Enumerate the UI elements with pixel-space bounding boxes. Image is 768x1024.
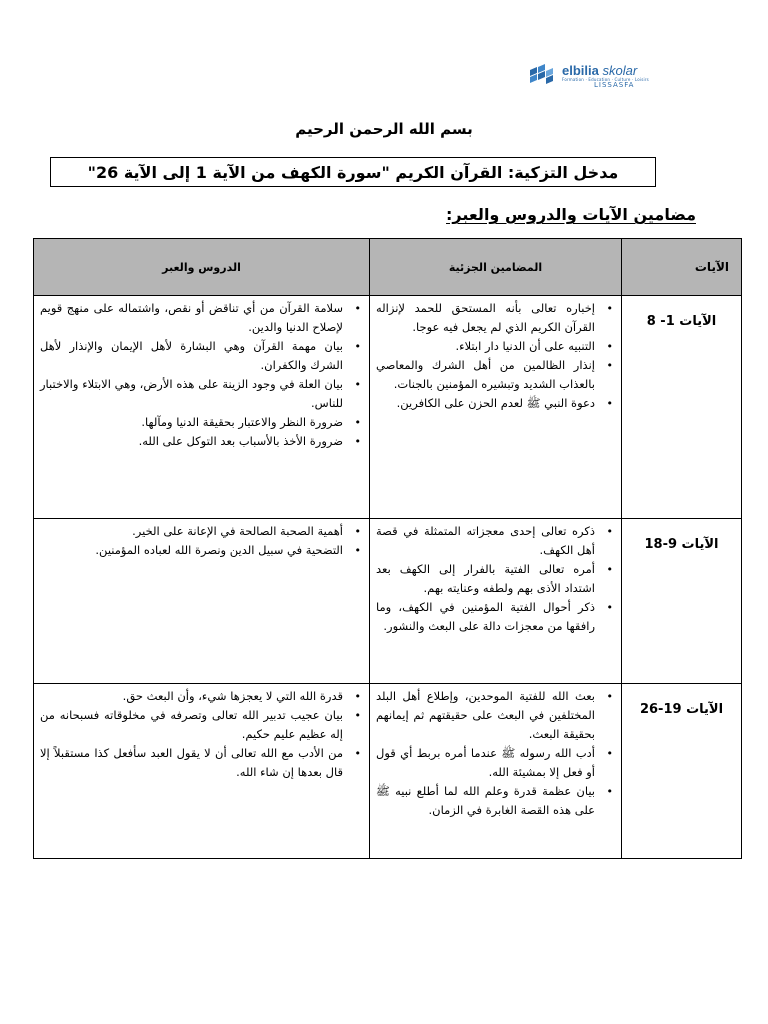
list-item: • بيان مهمة القرآن وهي البشارة لأهل الإيمان والإنذار لأهل الشرك والكفران. — [40, 337, 347, 375]
list-item: • ضرورة الأخذ بالأسباب بعد التوكل على الله. — [40, 432, 347, 451]
list-item: • أمره تعالى الفتية بالفرار إلى الكهف بعد اشتداد الأذى بهم ولطفه وعنايته بهم. — [376, 560, 599, 598]
basmala: بسم الله الرحمن الرحيم — [295, 120, 473, 138]
section-heading: مضامين الآيات والدروس والعبر: — [446, 205, 696, 224]
table-row — [34, 519, 742, 684]
elbilia-logo — [528, 64, 678, 94]
list-item: • التنبيه على أن الدنيا دار ابتلاء. — [376, 337, 599, 356]
logo-brand-suffix: skolar — [602, 63, 638, 78]
table-header-row — [34, 239, 742, 296]
lessons-cell — [34, 519, 370, 684]
list-item: • من الأدب مع الله تعالى أن لا يقول العبد سأفعل كذا مستقبلاً إلا قال بعدها إن شاء الله. — [40, 744, 347, 782]
list-item: • إنذار الظالمين من أهل الشرك والمعاصي بالعذاب الشديد وتبشيره المؤمنين بالجنات. — [376, 356, 599, 394]
content-cell — [370, 519, 622, 684]
list-item: • سلامة القرآن من أي تناقض أو نقص، واشتماله على منهج قويم لإصلاح الدنيا والدين. — [40, 299, 347, 337]
logo-city: LISSASFA — [594, 81, 635, 89]
list-item: • قدرة الله التي لا يعجزها شيء، وأن البعث حق. — [40, 687, 347, 706]
lessons-cell — [34, 684, 370, 859]
header-lessons: الدروس والعبر — [34, 239, 370, 296]
page-title: مدخل التزكية: القرآن الكريم "سورة الكهف من الآية 1 إلى الآية 26" — [50, 157, 656, 187]
list-item: • بعث الله للفتية الموحدين، وإطلاع أهل البلد المختلفين في البعث على حقيقتهم ثم إيمانهم بحقيقة البعث. — [376, 687, 599, 744]
list-item: • دعوة النبي ﷺ لعدم الحزن على الكافرين. — [376, 394, 599, 413]
list-item: • أهمية الصحبة الصالحة في الإعانة على الخير. — [40, 522, 347, 541]
content-cell — [370, 296, 622, 519]
list-item: • ذكره تعالى إحدى معجزاته المتمثلة في قصة أهل الكهف. — [376, 522, 599, 560]
logo-tagline: Formation · Education · Culture · Loisirs — [562, 77, 649, 82]
header-verses: الآيات — [622, 239, 742, 296]
content-cell — [370, 684, 622, 859]
header-content: المضامين الجزئية — [370, 239, 622, 296]
verses-cell: الآيات 9-18 — [622, 519, 742, 684]
list-item: • ضرورة النظر والاعتبار بحقيقة الدنيا ومآلها. — [40, 413, 347, 432]
list-item: • ذكر أحوال الفتية المؤمنين في الكهف، وما رافقها من معجزات دالة على البعث والنشور. — [376, 598, 599, 636]
list-item: • إخباره تعالى بأنه المستحق للحمد لإنزاله القرآن الكريم الذي لم يجعل فيه عوجا. — [376, 299, 599, 337]
table-row — [34, 296, 742, 519]
list-item: • أدب الله رسوله ﷺ عندما أمره بربط أي قول أو فعل إلا بمشيئة الله. — [376, 744, 599, 782]
lessons-cell — [34, 296, 370, 519]
verses-cell: الآيات 19-26 — [622, 684, 742, 859]
table-row — [34, 684, 742, 859]
list-item: • بيان العلة في وجود الزينة على هذه الأرض، وهي الابتلاء والاختبار للناس. — [40, 375, 347, 413]
verses-table — [33, 238, 742, 859]
list-item: • بيان عظمة قدرة وعلم الله لما أطلع نبيه ﷺ على هذه القصة الغابرة في الزمان. — [376, 782, 599, 820]
logo-grid-icon — [528, 64, 558, 86]
logo-brand-name: elbilia — [562, 63, 599, 78]
list-item: • بيان عجيب تدبير الله تعالى وتصرفه في مخلوقاته فسبحانه من إله عظيم عليم حكيم. — [40, 706, 347, 744]
list-item: • التضحية في سبيل الدين ونصرة الله لعباده المؤمنين. — [40, 541, 347, 560]
verses-cell: الآيات 1- 8 — [622, 296, 742, 519]
